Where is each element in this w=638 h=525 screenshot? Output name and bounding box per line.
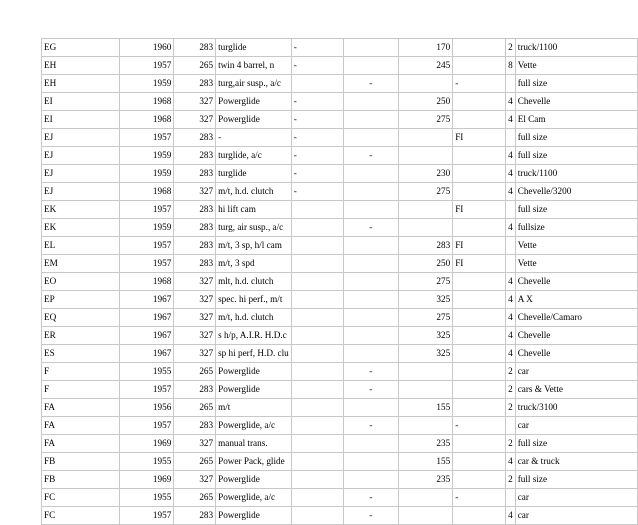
cell-cid: 283 bbox=[174, 219, 216, 237]
cell-year: 1968 bbox=[119, 273, 173, 291]
cell-carb-barrels bbox=[506, 255, 516, 273]
cell-engine-code: EJ bbox=[42, 183, 120, 201]
cell-application: car bbox=[515, 417, 637, 435]
cell-carb-barrels: 4 bbox=[506, 219, 516, 237]
cell-application: full size bbox=[515, 147, 637, 165]
cell-cid: 327 bbox=[174, 435, 216, 453]
cell-col-e bbox=[291, 309, 343, 327]
cell-fi-flag: FI bbox=[453, 201, 506, 219]
cell-col-f: - bbox=[343, 381, 399, 399]
cell-col-e: - bbox=[291, 39, 343, 57]
cell-year: 1959 bbox=[119, 165, 173, 183]
cell-year: 1955 bbox=[119, 489, 173, 507]
cell-cid: 327 bbox=[174, 291, 216, 309]
cell-engine-code: FA bbox=[42, 417, 120, 435]
cell-application: cars & Vette bbox=[515, 381, 637, 399]
cell-col-e bbox=[291, 507, 343, 525]
cell-carb-barrels: 4 bbox=[506, 453, 516, 471]
cell-description: Powerglide bbox=[216, 363, 292, 381]
cell-application: full size bbox=[515, 75, 637, 93]
cell-cid: 327 bbox=[174, 111, 216, 129]
cell-horsepower bbox=[399, 129, 453, 147]
cell-horsepower: 250 bbox=[399, 255, 453, 273]
table-row bbox=[42, 219, 638, 237]
cell-horsepower: 170 bbox=[399, 39, 453, 57]
cell-description: twin 4 barrel, n bbox=[216, 57, 292, 75]
table-row bbox=[42, 165, 638, 183]
table-row bbox=[42, 111, 638, 129]
cell-col-f bbox=[343, 399, 399, 417]
cell-col-e bbox=[291, 417, 343, 435]
cell-col-e bbox=[291, 345, 343, 363]
cell-engine-code: FC bbox=[42, 489, 120, 507]
cell-description: m/t bbox=[216, 399, 292, 417]
cell-horsepower bbox=[399, 363, 453, 381]
cell-col-e bbox=[291, 471, 343, 489]
cell-carb-barrels: 4 bbox=[506, 345, 516, 363]
cell-carb-barrels: 4 bbox=[506, 507, 516, 525]
cell-description: sp hi perf, H.D. clu bbox=[216, 345, 292, 363]
cell-horsepower: 325 bbox=[399, 327, 453, 345]
cell-application: car bbox=[515, 489, 637, 507]
cell-horsepower: 245 bbox=[399, 57, 453, 75]
cell-carb-barrels: 4 bbox=[506, 309, 516, 327]
cell-engine-code: EJ bbox=[42, 129, 120, 147]
table-row bbox=[42, 471, 638, 489]
cell-carb-barrels bbox=[506, 201, 516, 219]
cell-description: m/t, h.d. clutch bbox=[216, 309, 292, 327]
cell-engine-code: F bbox=[42, 363, 120, 381]
cell-fi-flag: FI bbox=[453, 237, 506, 255]
table-row bbox=[42, 417, 638, 435]
cell-col-f: - bbox=[343, 417, 399, 435]
cell-fi-flag bbox=[453, 453, 506, 471]
table-row bbox=[42, 453, 638, 471]
cell-year: 1959 bbox=[119, 147, 173, 165]
cell-fi-flag bbox=[453, 381, 506, 399]
cell-year: 1967 bbox=[119, 291, 173, 309]
cell-year: 1960 bbox=[119, 39, 173, 57]
cell-description: s h/p, A.I.R. H.D.c bbox=[216, 327, 292, 345]
cell-carb-barrels: 8 bbox=[506, 57, 516, 75]
cell-application: fullsize bbox=[515, 219, 637, 237]
cell-engine-code: EI bbox=[42, 93, 120, 111]
cell-horsepower: 275 bbox=[399, 273, 453, 291]
cell-fi-flag: - bbox=[453, 417, 506, 435]
cell-carb-barrels: 4 bbox=[506, 273, 516, 291]
table-row bbox=[42, 363, 638, 381]
cell-year: 1959 bbox=[119, 219, 173, 237]
cell-carb-barrels bbox=[506, 129, 516, 147]
cell-fi-flag bbox=[453, 165, 506, 183]
cell-col-e: - bbox=[291, 183, 343, 201]
cell-cid: 283 bbox=[174, 381, 216, 399]
cell-year: 1969 bbox=[119, 435, 173, 453]
cell-application: car bbox=[515, 363, 637, 381]
cell-year: 1968 bbox=[119, 93, 173, 111]
cell-engine-code: F bbox=[42, 381, 120, 399]
cell-description: Power Pack, glide bbox=[216, 453, 292, 471]
cell-application: Chevelle bbox=[515, 273, 637, 291]
cell-cid: 283 bbox=[174, 507, 216, 525]
cell-col-f: - bbox=[343, 147, 399, 165]
cell-year: 1967 bbox=[119, 345, 173, 363]
cell-col-e: - bbox=[291, 129, 343, 147]
cell-description: Powerglide, a/c bbox=[216, 417, 292, 435]
cell-description: spec. hi perf., m/t bbox=[216, 291, 292, 309]
table-row bbox=[42, 507, 638, 525]
table-row bbox=[42, 489, 638, 507]
cell-col-e bbox=[291, 273, 343, 291]
cell-description: turglide, a/c bbox=[216, 147, 292, 165]
cell-col-f bbox=[343, 39, 399, 57]
cell-engine-code: EQ bbox=[42, 309, 120, 327]
cell-horsepower: 155 bbox=[399, 453, 453, 471]
cell-engine-code: EK bbox=[42, 219, 120, 237]
cell-col-f: - bbox=[343, 507, 399, 525]
engine-code-table bbox=[41, 38, 638, 525]
cell-engine-code: EH bbox=[42, 75, 120, 93]
cell-description: Powerglide bbox=[216, 471, 292, 489]
cell-col-f bbox=[343, 435, 399, 453]
cell-col-e bbox=[291, 399, 343, 417]
cell-fi-flag bbox=[453, 219, 506, 237]
cell-engine-code: EM bbox=[42, 255, 120, 273]
cell-horsepower: 235 bbox=[399, 435, 453, 453]
cell-carb-barrels: 2 bbox=[506, 39, 516, 57]
cell-year: 1957 bbox=[119, 201, 173, 219]
cell-engine-code: ER bbox=[42, 327, 120, 345]
cell-col-f bbox=[343, 255, 399, 273]
cell-horsepower bbox=[399, 489, 453, 507]
cell-fi-flag bbox=[453, 345, 506, 363]
cell-application: truck/1100 bbox=[515, 39, 637, 57]
cell-engine-code: EG bbox=[42, 39, 120, 57]
cell-col-e bbox=[291, 201, 343, 219]
cell-col-f bbox=[343, 93, 399, 111]
cell-cid: 283 bbox=[174, 417, 216, 435]
cell-col-f bbox=[343, 237, 399, 255]
cell-cid: 283 bbox=[174, 39, 216, 57]
cell-col-e bbox=[291, 453, 343, 471]
cell-col-f: - bbox=[343, 363, 399, 381]
table-row bbox=[42, 183, 638, 201]
cell-description: m/t, 3 sp, h/l cam bbox=[216, 237, 292, 255]
cell-carb-barrels bbox=[506, 237, 516, 255]
cell-fi-flag bbox=[453, 435, 506, 453]
cell-col-f bbox=[343, 453, 399, 471]
cell-col-f bbox=[343, 129, 399, 147]
cell-application: Vette bbox=[515, 237, 637, 255]
cell-year: 1968 bbox=[119, 111, 173, 129]
cell-horsepower: 250 bbox=[399, 93, 453, 111]
cell-application: Chevelle bbox=[515, 93, 637, 111]
cell-year: 1955 bbox=[119, 363, 173, 381]
cell-fi-flag bbox=[453, 291, 506, 309]
cell-cid: 283 bbox=[174, 255, 216, 273]
cell-horsepower bbox=[399, 381, 453, 399]
cell-cid: 283 bbox=[174, 147, 216, 165]
cell-cid: 265 bbox=[174, 399, 216, 417]
cell-engine-code: ES bbox=[42, 345, 120, 363]
cell-application: Vette bbox=[515, 57, 637, 75]
cell-application: truck/1100 bbox=[515, 165, 637, 183]
table-row bbox=[42, 327, 638, 345]
cell-col-f: - bbox=[343, 75, 399, 93]
cell-year: 1957 bbox=[119, 255, 173, 273]
cell-engine-code: FA bbox=[42, 435, 120, 453]
cell-application: El Cam bbox=[515, 111, 637, 129]
cell-year: 1957 bbox=[119, 237, 173, 255]
cell-description: Powerglide bbox=[216, 381, 292, 399]
cell-col-f bbox=[343, 345, 399, 363]
cell-col-f bbox=[343, 309, 399, 327]
cell-fi-flag bbox=[453, 363, 506, 381]
table-row bbox=[42, 345, 638, 363]
table-row bbox=[42, 273, 638, 291]
cell-fi-flag bbox=[453, 111, 506, 129]
table-row bbox=[42, 93, 638, 111]
cell-col-e bbox=[291, 489, 343, 507]
cell-engine-code: EI bbox=[42, 111, 120, 129]
cell-col-f bbox=[343, 183, 399, 201]
cell-horsepower: 325 bbox=[399, 291, 453, 309]
cell-horsepower: 155 bbox=[399, 399, 453, 417]
cell-carb-barrels: 4 bbox=[506, 147, 516, 165]
cell-col-e: - bbox=[291, 147, 343, 165]
cell-col-f: - bbox=[343, 219, 399, 237]
cell-fi-flag bbox=[453, 273, 506, 291]
table-row bbox=[42, 435, 638, 453]
cell-fi-flag bbox=[453, 183, 506, 201]
cell-col-f: - bbox=[343, 489, 399, 507]
cell-horsepower: 325 bbox=[399, 345, 453, 363]
cell-application: car bbox=[515, 507, 637, 525]
cell-col-f bbox=[343, 111, 399, 129]
cell-engine-code: EO bbox=[42, 273, 120, 291]
cell-engine-code: EJ bbox=[42, 147, 120, 165]
cell-horsepower bbox=[399, 201, 453, 219]
cell-cid: 327 bbox=[174, 93, 216, 111]
cell-carb-barrels: 2 bbox=[506, 435, 516, 453]
cell-year: 1955 bbox=[119, 453, 173, 471]
cell-cid: 283 bbox=[174, 75, 216, 93]
cell-description: turg,air susp., a/c bbox=[216, 75, 292, 93]
cell-application: full size bbox=[515, 471, 637, 489]
cell-fi-flag: FI bbox=[453, 129, 506, 147]
cell-col-e: - bbox=[291, 165, 343, 183]
cell-cid: 327 bbox=[174, 327, 216, 345]
cell-col-e: - bbox=[291, 57, 343, 75]
cell-application: Vette bbox=[515, 255, 637, 273]
cell-carb-barrels bbox=[506, 417, 516, 435]
cell-carb-barrels: 4 bbox=[506, 93, 516, 111]
cell-engine-code: FA bbox=[42, 399, 120, 417]
cell-col-f bbox=[343, 327, 399, 345]
cell-application: Chevelle bbox=[515, 345, 637, 363]
cell-cid: 283 bbox=[174, 165, 216, 183]
cell-cid: 327 bbox=[174, 273, 216, 291]
cell-col-e bbox=[291, 75, 343, 93]
cell-application: Chevelle/Camaro bbox=[515, 309, 637, 327]
cell-cid: 327 bbox=[174, 309, 216, 327]
cell-description: turglide bbox=[216, 165, 292, 183]
cell-year: 1957 bbox=[119, 129, 173, 147]
cell-horsepower bbox=[399, 219, 453, 237]
table-row bbox=[42, 129, 638, 147]
cell-col-f bbox=[343, 57, 399, 75]
cell-fi-flag bbox=[453, 327, 506, 345]
table-row bbox=[42, 381, 638, 399]
cell-application: full size bbox=[515, 201, 637, 219]
table-row bbox=[42, 201, 638, 219]
cell-col-f bbox=[343, 165, 399, 183]
cell-application: full size bbox=[515, 435, 637, 453]
cell-application: truck/3100 bbox=[515, 399, 637, 417]
cell-year: 1956 bbox=[119, 399, 173, 417]
table-row bbox=[42, 75, 638, 93]
cell-carb-barrels: 4 bbox=[506, 111, 516, 129]
cell-horsepower bbox=[399, 417, 453, 435]
cell-engine-code: EK bbox=[42, 201, 120, 219]
cell-carb-barrels: 2 bbox=[506, 363, 516, 381]
cell-year: 1957 bbox=[119, 417, 173, 435]
cell-description: hi lift cam bbox=[216, 201, 292, 219]
cell-description: mlt, h.d. clutch bbox=[216, 273, 292, 291]
cell-cid: 327 bbox=[174, 183, 216, 201]
cell-application: car & truck bbox=[515, 453, 637, 471]
cell-description: manual trans. bbox=[216, 435, 292, 453]
cell-horsepower: 275 bbox=[399, 111, 453, 129]
cell-horsepower: 275 bbox=[399, 309, 453, 327]
cell-description: m/t, h.d. clutch bbox=[216, 183, 292, 201]
cell-carb-barrels: 4 bbox=[506, 183, 516, 201]
cell-cid: 327 bbox=[174, 345, 216, 363]
table-row bbox=[42, 255, 638, 273]
cell-cid: 265 bbox=[174, 57, 216, 75]
cell-description: Powerglide, a/c bbox=[216, 489, 292, 507]
cell-cid: 283 bbox=[174, 201, 216, 219]
cell-carb-barrels: 2 bbox=[506, 381, 516, 399]
cell-description: Powerglide bbox=[216, 93, 292, 111]
cell-col-f bbox=[343, 201, 399, 219]
cell-carb-barrels: 4 bbox=[506, 291, 516, 309]
cell-carb-barrels: 2 bbox=[506, 399, 516, 417]
cell-fi-flag bbox=[453, 39, 506, 57]
cell-carb-barrels: 2 bbox=[506, 471, 516, 489]
cell-fi-flag: FI bbox=[453, 255, 506, 273]
cell-col-e bbox=[291, 291, 343, 309]
cell-cid: 265 bbox=[174, 489, 216, 507]
table-row bbox=[42, 399, 638, 417]
cell-engine-code: EH bbox=[42, 57, 120, 75]
cell-description: Powerglide bbox=[216, 507, 292, 525]
cell-engine-code: EJ bbox=[42, 165, 120, 183]
cell-description: - bbox=[216, 129, 292, 147]
cell-horsepower: 230 bbox=[399, 165, 453, 183]
cell-col-e bbox=[291, 219, 343, 237]
table-row bbox=[42, 309, 638, 327]
cell-col-e bbox=[291, 381, 343, 399]
cell-carb-barrels bbox=[506, 75, 516, 93]
table-body bbox=[42, 39, 638, 525]
table-row bbox=[42, 291, 638, 309]
cell-fi-flag bbox=[453, 93, 506, 111]
cell-engine-code: FB bbox=[42, 471, 120, 489]
cell-engine-code: FB bbox=[42, 453, 120, 471]
cell-description: Powerglide bbox=[216, 111, 292, 129]
cell-fi-flag bbox=[453, 147, 506, 165]
cell-year: 1957 bbox=[119, 381, 173, 399]
cell-col-e bbox=[291, 435, 343, 453]
cell-application: Chevelle bbox=[515, 327, 637, 345]
cell-application: Chevelle/3200 bbox=[515, 183, 637, 201]
cell-description: turg, air susp., a/c bbox=[216, 219, 292, 237]
cell-horsepower bbox=[399, 75, 453, 93]
cell-horsepower: 283 bbox=[399, 237, 453, 255]
cell-col-f bbox=[343, 291, 399, 309]
cell-horsepower bbox=[399, 147, 453, 165]
cell-year: 1957 bbox=[119, 507, 173, 525]
cell-col-e bbox=[291, 363, 343, 381]
cell-description: m/t, 3 spd bbox=[216, 255, 292, 273]
cell-carb-barrels: 4 bbox=[506, 327, 516, 345]
cell-cid: 327 bbox=[174, 471, 216, 489]
cell-fi-flag bbox=[453, 471, 506, 489]
cell-fi-flag: - bbox=[453, 75, 506, 93]
cell-fi-flag bbox=[453, 57, 506, 75]
cell-cid: 265 bbox=[174, 363, 216, 381]
cell-year: 1967 bbox=[119, 327, 173, 345]
cell-carb-barrels: 4 bbox=[506, 165, 516, 183]
cell-cid: 265 bbox=[174, 453, 216, 471]
cell-year: 1967 bbox=[119, 309, 173, 327]
cell-engine-code: EP bbox=[42, 291, 120, 309]
cell-fi-flag bbox=[453, 309, 506, 327]
cell-col-e: - bbox=[291, 93, 343, 111]
cell-year: 1959 bbox=[119, 75, 173, 93]
cell-horsepower: 275 bbox=[399, 183, 453, 201]
cell-fi-flag: - bbox=[453, 489, 506, 507]
cell-col-e bbox=[291, 255, 343, 273]
cell-col-e bbox=[291, 327, 343, 345]
cell-engine-code: FC bbox=[42, 507, 120, 525]
table-row bbox=[42, 39, 638, 57]
table-row bbox=[42, 237, 638, 255]
cell-cid: 283 bbox=[174, 129, 216, 147]
cell-carb-barrels bbox=[506, 489, 516, 507]
cell-year: 1968 bbox=[119, 183, 173, 201]
cell-year: 1969 bbox=[119, 471, 173, 489]
cell-fi-flag bbox=[453, 399, 506, 417]
cell-col-e bbox=[291, 237, 343, 255]
cell-col-f bbox=[343, 273, 399, 291]
cell-year: 1957 bbox=[119, 57, 173, 75]
cell-horsepower bbox=[399, 507, 453, 525]
cell-application: A X bbox=[515, 291, 637, 309]
cell-cid: 283 bbox=[174, 237, 216, 255]
cell-col-f bbox=[343, 471, 399, 489]
cell-horsepower: 235 bbox=[399, 471, 453, 489]
cell-fi-flag bbox=[453, 507, 506, 525]
table-row bbox=[42, 57, 638, 75]
cell-description: turglide bbox=[216, 39, 292, 57]
cell-application: full size bbox=[515, 129, 637, 147]
table-row bbox=[42, 147, 638, 165]
cell-col-e: - bbox=[291, 111, 343, 129]
cell-engine-code: EL bbox=[42, 237, 120, 255]
